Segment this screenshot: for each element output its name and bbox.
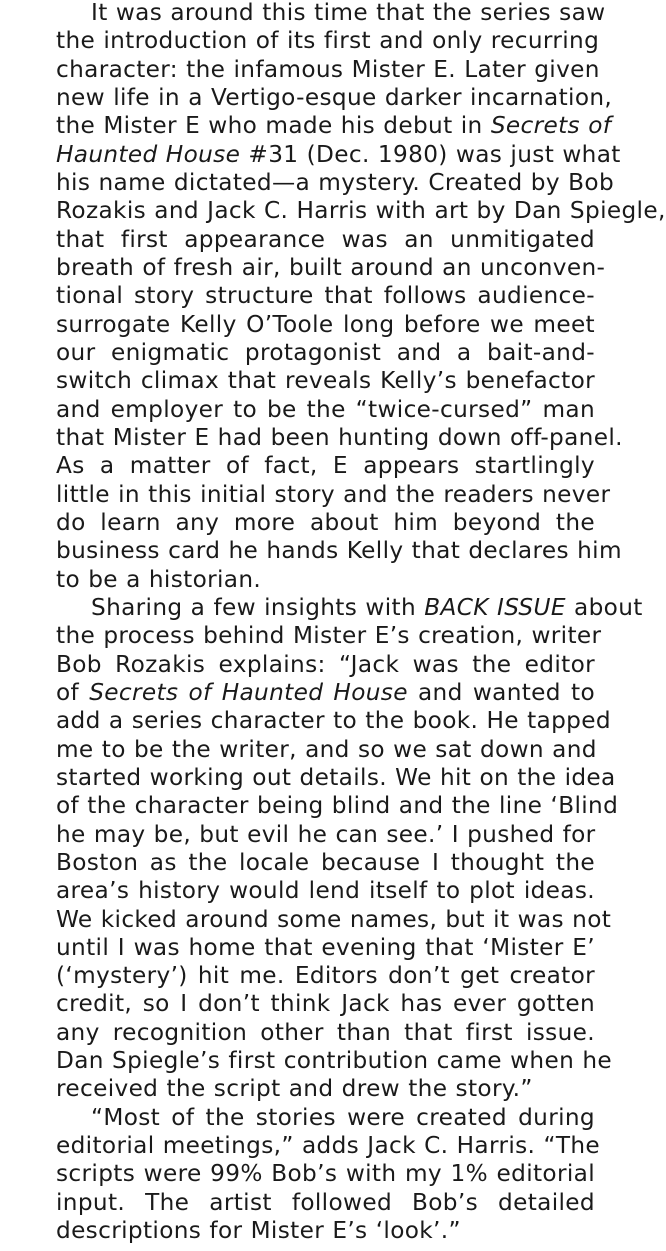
text-run: Boston as the locale because I thought the: [56, 848, 595, 876]
text-run: and employer to be the “twice-cursed” man: [56, 395, 595, 423]
text-run: the process behind Mister E’s creation, writer: [56, 622, 602, 650]
text-line: [21, 112, 612, 140]
text-line: [21, 1160, 595, 1188]
text-run: We kicked around some names, but it was not: [56, 905, 612, 933]
text-line: [21, 877, 595, 905]
text-run: new life in a Vertigo-esque darker incarnation,: [56, 83, 613, 111]
italic-text-run: Secrets of Haunted House: [89, 678, 408, 706]
italic-text-run: BACK ISSUE: [424, 593, 566, 621]
article-body: [21, 0, 666, 1245]
text-line: [21, 282, 595, 310]
text-line: [21, 763, 616, 792]
text-line: [21, 253, 606, 282]
text-line: [21, 1217, 595, 1245]
text-line: [21, 821, 595, 849]
italic-text-run: Secrets of: [490, 112, 612, 140]
text-run: and wanted to: [407, 678, 595, 706]
text-run: of the character being blind and the line ‘Blind: [56, 792, 619, 820]
article-paragraph: [21, 1103, 601, 1246]
text-run: our enigmatic protagonist and a bait-and-: [56, 338, 595, 366]
text-run: Bob Rozakis explains: “Jack was the editor: [56, 650, 595, 678]
text-run: he may be, but evil he can see.’ I pushed for: [56, 820, 596, 848]
text-run: “Most of the stories were created during: [91, 1103, 595, 1131]
italic-text-run: Haunted House: [56, 140, 241, 168]
text-run: Dan Spiegle’s first contribution came when he: [56, 1047, 612, 1075]
text-run: descriptions for Mister E’s ‘look’.”: [56, 1217, 461, 1245]
text-line: [21, 396, 595, 424]
text-line: [21, 792, 619, 820]
text-run: tional story structure that follows audience-: [56, 282, 595, 310]
text-line: [21, 934, 595, 962]
text-run: his name dictated—a mystery. Created by Bob: [56, 168, 615, 196]
text-line: [21, 707, 611, 735]
text-run: about: [565, 593, 643, 621]
text-run: character: the infamous Mister E. Later given: [56, 55, 600, 83]
article-paragraph: [21, 593, 643, 1104]
text-run: switch climax that reveals Kelly’s benefactor: [56, 367, 595, 395]
text-run: It was around this time that the series saw: [91, 0, 606, 26]
text-line: [21, 566, 595, 594]
text-line: [21, 509, 595, 537]
text-run: area’s history would lend itself to plot ideas.: [56, 877, 595, 905]
text-run: Sharing a few insights with: [91, 593, 425, 621]
text-line: [21, 905, 612, 934]
text-line: [21, 962, 595, 990]
text-run: add a series character to the book. He tapped: [56, 707, 611, 735]
text-line: [21, 1019, 595, 1047]
text-run: business card he hands Kelly that declares him: [56, 537, 622, 565]
text-line: [21, 1189, 595, 1217]
text-run: that Mister E had been hunting down off-panel.: [56, 423, 623, 451]
text-line: [21, 367, 595, 395]
text-line: [21, 736, 595, 764]
text-line: [21, 537, 622, 565]
text-line: [21, 168, 615, 197]
text-run: editorial meetings,” adds Jack C. Harris. “The: [56, 1132, 601, 1160]
text-run: me to be the writer, and so we sat down and: [56, 735, 597, 763]
text-line: [21, 452, 595, 480]
text-line: [21, 339, 595, 367]
text-line: [21, 480, 611, 509]
text-line: [21, 423, 623, 452]
text-line: [21, 55, 600, 84]
text-line: [21, 1047, 612, 1075]
text-run: Rozakis and Jack C. Harris with art by Dan Spiegle,: [56, 197, 666, 225]
text-line: [21, 622, 602, 650]
text-run: the introduction of its first and only recurring: [56, 27, 600, 55]
text-run: #31 (Dec. 1980) was just what: [240, 140, 621, 168]
text-line: [21, 651, 595, 679]
text-line: [21, 849, 595, 877]
text-line: [21, 140, 621, 169]
text-run: to be a historian.: [56, 565, 262, 593]
text-line: [21, 1075, 595, 1103]
article-paragraph: [21, 0, 666, 594]
text-line: [21, 679, 595, 707]
text-run: any recognition other than that first issue.: [56, 1018, 595, 1046]
text-line: [21, 0, 606, 27]
text-line: [21, 1132, 601, 1160]
text-run: little in this initial story and the readers never: [56, 480, 611, 508]
text-run: do learn any more about him beyond the: [56, 508, 595, 536]
text-line: [21, 1104, 595, 1132]
text-line: [21, 197, 666, 225]
text-run: that first appearance was an unmitigated: [56, 225, 595, 253]
text-line: [21, 83, 613, 112]
text-line: [21, 990, 595, 1018]
text-run: scripts were 99% Bob’s with my 1% editorial: [56, 1160, 595, 1188]
text-run: input. The artist followed Bob’s detailed: [56, 1188, 595, 1216]
text-run: breath of fresh air, built around an unconven-: [56, 253, 606, 281]
text-line: [21, 27, 600, 55]
text-run: credit, so I don’t think Jack has ever gotten: [56, 990, 595, 1018]
text-run: surrogate Kelly O’Toole long before we meet: [56, 310, 595, 338]
text-run: started working out details. We hit on the idea: [56, 763, 616, 791]
text-run: of: [56, 678, 90, 706]
text-run: As a matter of fact, E appears startlingly: [56, 452, 595, 480]
text-run: until I was home that evening that ‘Mister E’: [56, 933, 595, 961]
text-run: the Mister E who made his debut in: [56, 112, 491, 140]
text-line: [21, 226, 595, 254]
text-run: (‘mystery’) hit me. Editors don’t get creator: [56, 962, 595, 990]
text-line: [21, 311, 595, 339]
text-run: received the script and drew the story.”: [56, 1075, 533, 1103]
text-line: [21, 593, 643, 622]
